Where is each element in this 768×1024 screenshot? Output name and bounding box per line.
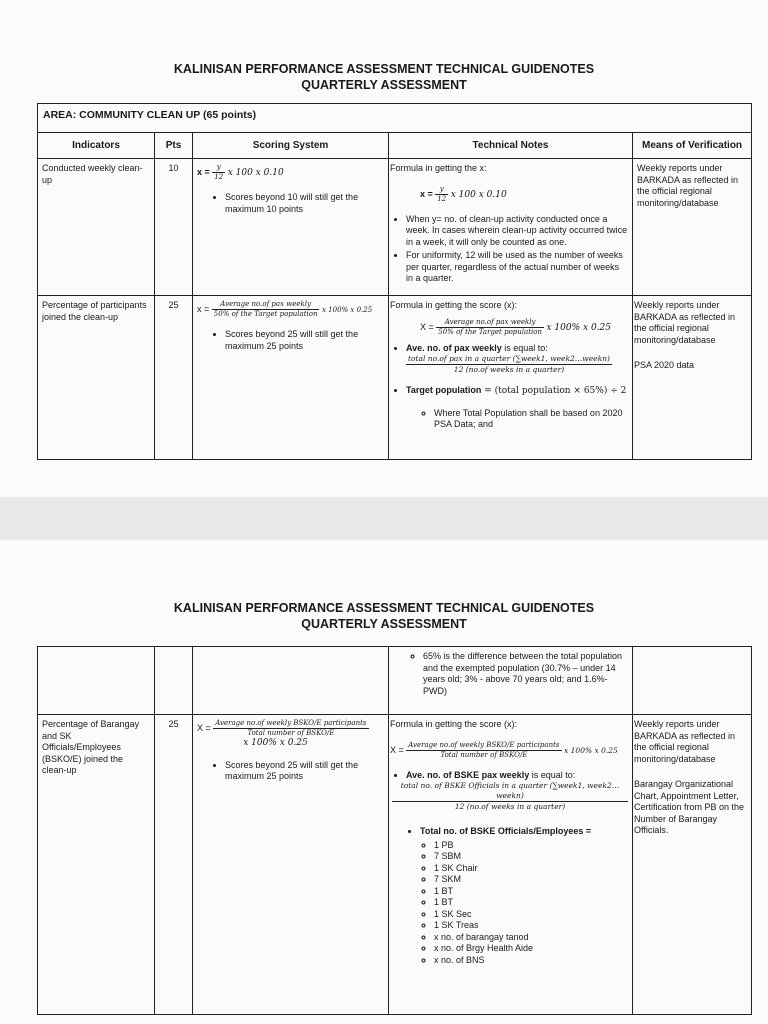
document-page-2 xyxy=(0,540,768,1024)
assessment-table xyxy=(37,103,752,460)
list-item: ◦ x no. of barangay tanod xyxy=(434,932,628,944)
bske-breakdown-list xyxy=(390,840,628,967)
notes-formula: x = $\frac{y}{12}$ x 100 x 0.10 xyxy=(420,184,507,203)
scoring-cell xyxy=(193,159,389,296)
scoring-cell xyxy=(193,715,389,1015)
page-gap xyxy=(0,497,768,540)
notes-formula: X = $\frac{\text{Average no.of weekly BSKO/E participants}}{\text{Total number of BSKO/E}}$ x 100% x 0.25 xyxy=(390,740,618,759)
page-title xyxy=(0,61,768,93)
area-heading: AREA: COMMUNITY CLEAN UP (65 points) xyxy=(38,104,752,133)
table-header-row xyxy=(38,132,752,159)
total-bske-note: • Total no. of BSKE Officials/Employees = xyxy=(420,826,628,838)
table-row xyxy=(38,647,752,715)
list-item: ◦ 1 BT xyxy=(434,886,628,898)
list-item: ◦ 1 SK Treas xyxy=(434,920,628,932)
indicator-cell: Conducted weekly clean-up xyxy=(38,159,155,296)
scoring-bullet: • Scores beyond 25 will still get the maximum 25 points xyxy=(225,329,384,352)
list-item: ◦ x no. of Brgy Health Aide xyxy=(434,943,628,955)
document-page-1 xyxy=(0,0,768,497)
table-row xyxy=(38,715,752,1015)
list-item: ◦ 1 SK Chair xyxy=(434,863,628,875)
indicator-cell: Percentage of Barangay and SK Officials/Employees (BSKO/E) joined the clean-up xyxy=(38,715,155,1015)
scoring-formula: x = $\frac{y}{12}$ x 100 x 0.10 xyxy=(197,163,284,181)
list-item: ◦ 1 BT xyxy=(434,897,628,909)
pts-cell: 25 xyxy=(155,296,193,460)
sub-note: ◦ Where Total Population shall be based on 2020 PSA Data; and xyxy=(434,408,628,431)
pts-cell: 10 xyxy=(155,159,193,296)
ave-bske-pax-note: • Ave. no. of BSKE pax weekly is equal to: total no. of BSKE Officials in a quarter (∑week1, week2…weekn) 12 (no.of weeks in a quarter) xyxy=(406,770,628,813)
notes-cell xyxy=(389,296,633,460)
column-header-pts: Pts xyxy=(155,132,193,159)
scoring-bullet: • Scores beyond 25 will still get the maximum 25 points xyxy=(225,760,384,783)
column-header-scoring: Scoring System xyxy=(193,132,389,159)
notes-cell xyxy=(389,715,633,1015)
list-item: ◦ x no. of BNS xyxy=(434,955,628,967)
scoring-cell xyxy=(193,296,389,460)
assessment-table-continued xyxy=(37,646,752,1015)
title-line-2: QUARTERLY ASSESSMENT xyxy=(301,78,467,92)
list-item: ◦ 1 SK Sec xyxy=(434,909,628,921)
ave-pax-note: • Ave. no. of pax weekly is equal to: $\frac{\text{total no.of pax in a quarter (∑week1, week2…weekn)}}{\text{12 (no.of weeks in a quarter)}}$ xyxy=(406,343,628,376)
title-line-1: KALINISAN PERFORMANCE ASSESSMENT TECHNICAL GUIDENOTES xyxy=(173,601,595,615)
mov-cell: Weekly reports under BARKADA as reflected in the official regional monitoring/database Barangay Organizational Chart, Appointment Letter, Certification from PB on the Number of Barangay Officials. xyxy=(633,715,752,1015)
list-item: ◦ 1 PB xyxy=(434,840,628,852)
table-row xyxy=(38,296,752,460)
column-header-mov: Means of Verification xyxy=(633,132,752,159)
page-title xyxy=(0,600,768,632)
list-item: ◦ 7 SKM xyxy=(434,874,628,886)
notes-cell xyxy=(389,159,633,296)
column-header-indicators: Indicators xyxy=(38,132,155,159)
list-item: ◦ 7 SBM xyxy=(434,851,628,863)
notes-cell xyxy=(389,647,633,715)
mov-cell: Weekly reports under BARKADA as reflected in the official regional monitoring/database PSA 2020 data xyxy=(633,296,752,460)
continued-note: ◦ 65% is the difference between the total population and the exempted population (30.7% – under 14 years old; 3% - above 70 years old; and 1.6%- PWD) xyxy=(423,651,628,697)
indicator-cell: Percentage of participants joined the clean-up xyxy=(38,296,155,460)
notes-formula: X = $\frac{\text{Average no.of pax weekly}}{\text{50\% of the Target population}}$ x 100% x 0.25 xyxy=(420,317,611,336)
title-line-2: QUARTERLY ASSESSMENT xyxy=(301,617,467,631)
notes-intro: Formula in getting the x: xyxy=(390,163,487,173)
notes-intro: Formula in getting the score (x): xyxy=(390,719,518,729)
scoring-bullet: • Scores beyond 10 will still get the maximum 10 points xyxy=(225,192,384,215)
notes-intro: Formula in getting the score (x): xyxy=(390,300,518,310)
notes-bullet: • When y= no. of clean-up activity conducted once a week. In cases wherein clean-up activity occurred twice in a week, it will only be counted as one. xyxy=(406,214,628,249)
target-population-note: • Target population = (total population × 65%) ÷ 2 xyxy=(406,385,628,398)
scoring-formula: X = $\frac{\text{Average no.of weekly BSKO/E participants}}{\text{Total number of BSKO/E}}$ x 100% x 0.25 xyxy=(197,719,367,748)
table-row xyxy=(38,159,752,296)
notes-bullet: • For uniformity, 12 will be used as the number of weeks per quarter, regardless of the actual number of weeks in a quarter. xyxy=(406,250,628,285)
scoring-formula: x = $\frac{\text{Average no.of pax weekly}}{\text{50\% of the Target population}}$ x 100% x 0.25 xyxy=(197,300,373,318)
mov-cell: Weekly reports under BARKADA as reflected in the official regional monitoring/database xyxy=(633,159,752,296)
title-line-1: KALINISAN PERFORMANCE ASSESSMENT TECHNICAL GUIDENOTES xyxy=(173,62,595,76)
pts-cell: 25 xyxy=(155,715,193,1015)
column-header-notes: Technical Notes xyxy=(389,132,633,159)
